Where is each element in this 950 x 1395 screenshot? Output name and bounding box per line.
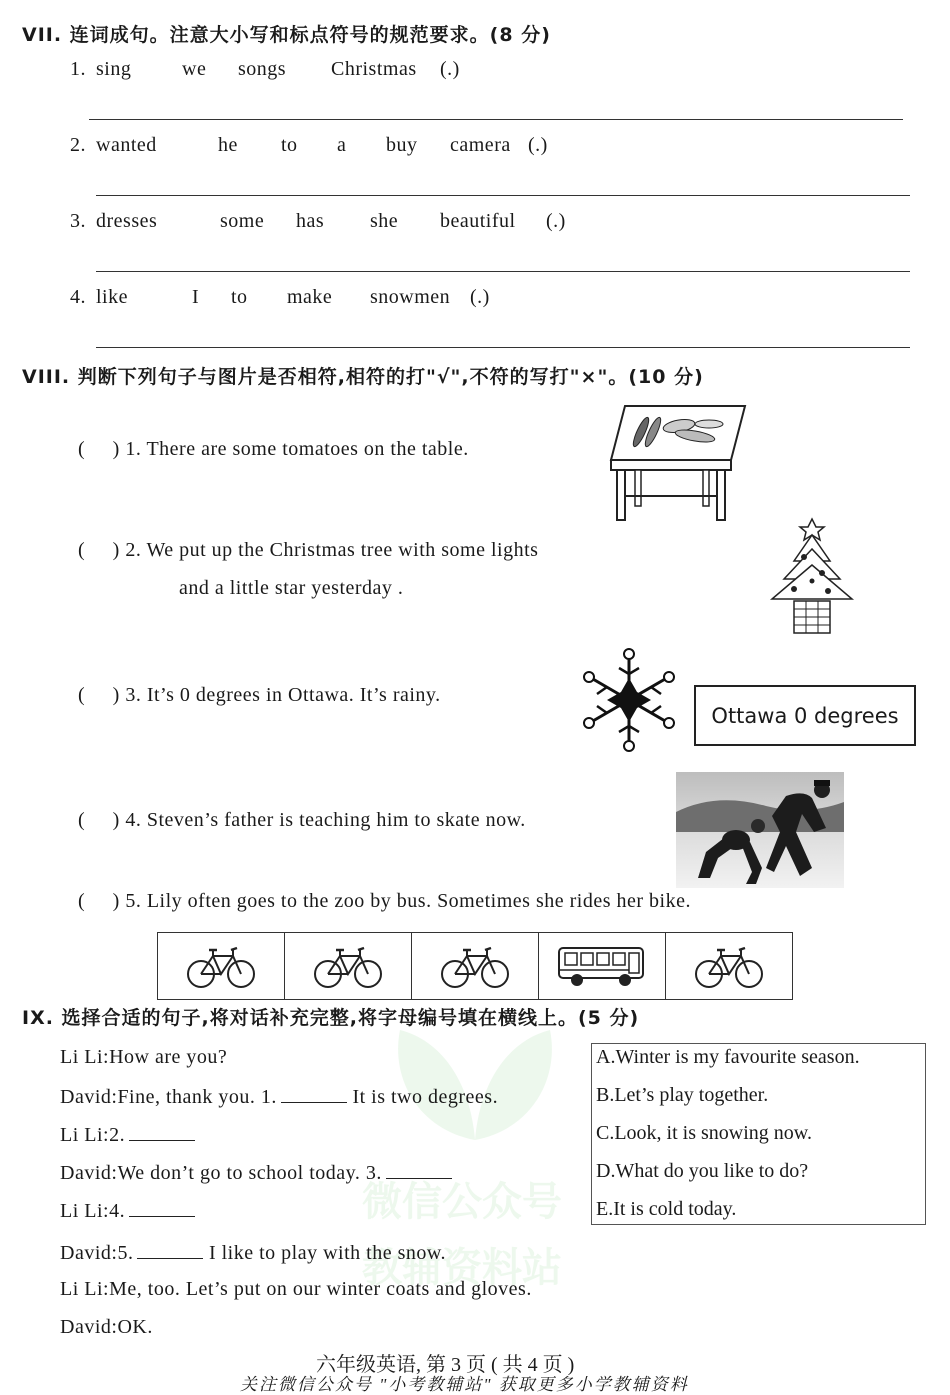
word-token: beautiful [440,210,516,232]
speaker-name: Li Li: [60,1278,110,1300]
judge-item-4: ( ) 4. Steven’s father is teaching him to skate now. [78,809,526,831]
answer-line-3 [96,271,910,272]
option-e: E.It is cold today. [596,1198,737,1220]
option-d: D.What do you like to do? [596,1160,809,1182]
item-number: 2. [70,134,86,156]
speaker-name: David: [60,1086,118,1108]
speaker-name: Li Li: [60,1046,110,1068]
answer-blank[interactable] [386,1160,452,1179]
punctuation-hint: (.) [528,134,548,156]
page-footer-notice: 关注微信公众号 "小考教辅站" 获取更多小学教辅资料 [240,1375,689,1394]
answer-blank[interactable] [129,1198,195,1217]
dialogue-text: It is two degrees. [346,1086,499,1108]
word-token: buy [386,134,418,156]
bus-icon [539,933,666,999]
dialogue-text: 2. [109,1124,126,1146]
word-order-item-2 [70,134,770,160]
word-token: camera [450,134,511,156]
word-order-item-4 [70,286,770,312]
watermark-line1: 微信公众号 [362,1179,562,1225]
word-token: we [182,58,207,80]
judge-item-5: ( ) 5. Lily often goes to the zoo by bus. Sometimes she rides her bike. [78,890,691,912]
option-a: A.Winter is my favourite season. [596,1046,860,1068]
dialogue-text: I like to play with the snow. [203,1242,446,1264]
snowflake-icon [574,644,684,756]
answer-blank[interactable] [129,1122,195,1141]
word-token: make [287,286,333,308]
ottawa-temperature-box: Ottawa 0 degrees [694,685,916,746]
option-c: C.Look, it is snowing now. [596,1122,812,1144]
punctuation-hint: (.) [546,210,566,232]
answer-paren[interactable]: ( ) [78,684,120,706]
answer-paren[interactable]: ( ) [78,438,120,460]
dialogue-line [60,1046,227,1069]
table-picture-icon [607,404,747,522]
watermark-logo [360,1010,590,1150]
word-token: wanted [96,134,157,156]
word-token: snowmen [370,286,451,308]
answer-paren[interactable]: ( ) [78,890,120,912]
item-number: 1. [70,58,86,80]
answer-line-4 [96,347,910,348]
judge-item-3: ( ) 3. It’s 0 degrees in Ottawa. It’s rainy. [78,684,441,706]
word-token: has [296,210,325,232]
section7-heading: VII. 连词成句。注意大小写和标点符号的规范要求。(8 分) [22,24,551,46]
bike-icon [285,933,412,999]
dialogue-text: OK. [117,1316,153,1338]
speaker-name: Li Li: [60,1200,110,1222]
bike-icon [158,933,285,999]
word-token: dresses [96,210,158,232]
speaker-name: Li Li: [60,1124,110,1146]
judge-item-1: ( ) 1. There are some tomatoes on the table. [78,438,469,460]
word-token: to [231,286,248,308]
section8-heading: VIII. 判断下列句子与图片是否相符,相符的打"√",不符的写打"×"。(10 分) [22,366,704,388]
answer-blank[interactable] [281,1084,347,1103]
punctuation-hint: (.) [470,286,490,308]
watermark-line2: 教辅资料站 [362,1245,562,1291]
item-number: 3. [70,210,86,232]
speaker-name: David: [60,1162,118,1184]
dialogue-line [60,1278,532,1301]
section9-heading: IX. 选择合适的句子,将对话补充完整,将字母编号填在横线上。(5 分) [22,1007,640,1029]
judge-item-2: ( ) 2. We put up the Christmas tree with some lights [78,539,539,561]
dialogue-line [60,1240,446,1265]
word-token: she [370,210,399,232]
answer-line-2 [96,195,910,196]
option-b: B.Let’s play together. [596,1084,769,1106]
word-token: songs [238,58,287,80]
word-token: I [192,286,200,308]
answer-line-1 [89,119,903,120]
dialogue-text: Fine, thank you. 1. [117,1086,277,1108]
transport-picture-row [157,932,793,1000]
word-token: Christmas [331,58,417,80]
christmas-tree-icon [766,517,858,637]
speaker-name: David: [60,1316,118,1338]
judge-item-2-cont: and a little star yesterday . [179,577,404,599]
page-footer-info: 六年级英语, 第 3 页 ( 共 4 页 ) [316,1354,575,1376]
word-order-item-1 [70,58,770,84]
dialogue-line [60,1122,195,1147]
item-number: 4. [70,286,86,308]
dialogue-line [60,1160,452,1185]
word-token: sing [96,58,132,80]
word-token: a [337,134,347,156]
dialogue-text: We don’t go to school today. 3. [117,1162,382,1184]
dialogue-text: How are you? [109,1046,228,1068]
word-order-item-3 [70,210,770,236]
dialogue-line [60,1198,195,1223]
speaker-name: David: [60,1242,118,1264]
word-token: he [218,134,238,156]
dialogue-text: Me, too. Let’s put on our winter coats and gloves. [109,1278,532,1300]
leaf-logo-icon [360,1010,590,1150]
bike-icon [666,933,792,999]
punctuation-hint: (.) [440,58,460,80]
answer-blank[interactable] [137,1240,203,1259]
answer-paren[interactable]: ( ) [78,539,120,561]
dialogue-line [60,1316,153,1339]
dialogue-text: 4. [109,1200,126,1222]
dialogue-line [60,1084,498,1109]
word-token: like [96,286,128,308]
skating-photo-icon [676,772,844,888]
bike-icon [412,933,539,999]
answer-paren[interactable]: ( ) [78,809,120,831]
dialogue-text: 5. [117,1242,134,1264]
word-token: some [220,210,265,232]
word-token: to [281,134,298,156]
